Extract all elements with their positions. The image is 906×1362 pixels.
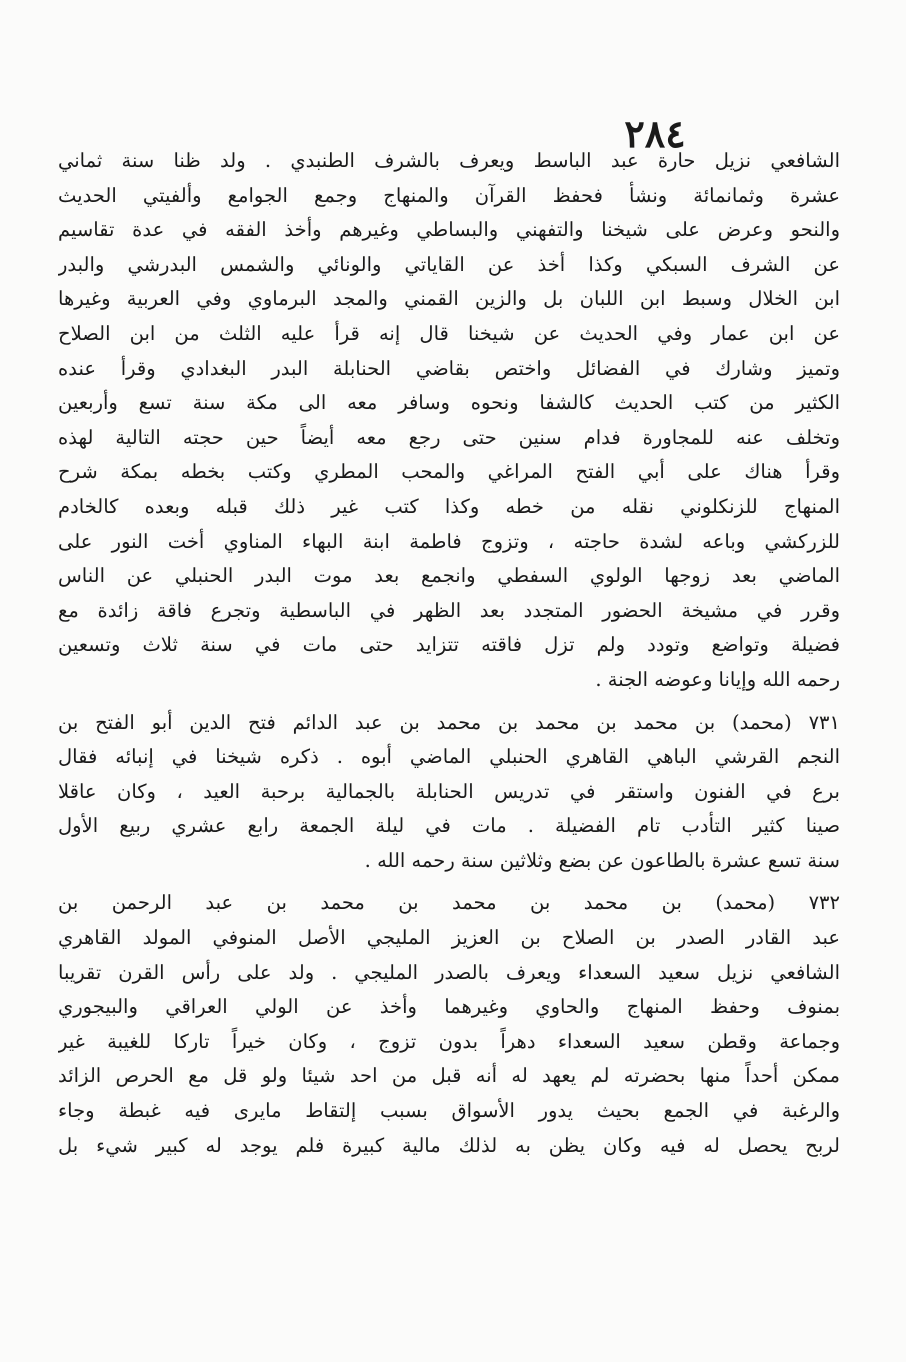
text-line: وتخلف عنه للمجاورة فدام سنين حتى رجع معه أيضاً حين حجته التالية لهذه: [58, 425, 840, 449]
text-line: ٧٣١ (محمد) بن محمد بن محمد بن محمد بن عبد الدائم فتح الدين أبو الفتح بن: [58, 710, 840, 734]
text-line: النجم القرشي الباهي القاهري الحنبلي الماضي أبوه . ذكره شيخنا في إنبائه فقال: [58, 745, 840, 769]
text-line: عشرة وثمانمائة ونشأ فحفظ القرآن والمنهاج وجمع الجوامع وألفيتي الحديث: [58, 183, 840, 207]
text-line: سنة تسع عشرة بالطاعون عن بضع وثلاثين سنة رحمه الله .: [364, 848, 840, 872]
text-line: المنهاج للزنكلوني نقله من خطه وكذا كتب غير ذلك قبله وبعده كالخادم: [58, 494, 840, 518]
text-line: عبد القادر الصدر بن الصلاح بن العزيز المليجي الأصل المنوفي المولد القاهري: [58, 926, 840, 950]
paragraph-continuation: [58, 144, 840, 698]
text-line: وقرر في مشيخة الحضور المتجدد بعد الظهر في الباسطية وتجرع فاقة زائدة مع: [58, 598, 840, 622]
page-number: ٢٨٤: [624, 111, 686, 156]
paragraph-gap: [58, 878, 840, 886]
text-line: عن ابن عمار وفي الحديث عن شيخنا قال إنه قرأ عليه الثلث من ابن الصلاح: [58, 321, 840, 345]
text-line: الشافعي نزيل سعيد السعداء ويعرف بالصدر المليجي . ولد على رأس القرن تقريبا: [58, 960, 840, 984]
text-line: صينا كثير التأدب تام الفضيلة . مات في ليلة الجمعة رابع عشري ربيع الأول: [58, 814, 840, 838]
text-line: وجماعة وقطن سعيد السعداء دهراً بدون تزوج ، وكان خيراً تاركا للغيبة غير: [58, 1029, 840, 1053]
paragraph-gap: [58, 698, 840, 706]
text-line: عن الشرف السبكي وكذا أخذ عن القاياتي والونائي والشمس البدرشي والبدر: [58, 252, 840, 276]
text-line: للزركشي وباعه لشدة حاجته ، وتزوج فاطمة ابنة البهاء المناوي أخت النور على: [58, 529, 840, 553]
text-line: ممكن أحداً منها بحضرته لم يعهد له أنه قبل من احد شيئا ولو قل مع الحرص الزائد: [58, 1064, 840, 1088]
text-line: وقرأ هناك على أبي الفتح المراغي والمحب المطري وكتب بخطه بمكة شرح: [58, 460, 840, 484]
text-line: برع في الفنون واستقر في تدريس الحنابلة بالجمالية برحبة العيد ، وكان عاقلا: [58, 779, 840, 803]
text-line: ٧٣٢ (محمد) بن محمد بن محمد بن محمد بن عبد الرحمن بن: [58, 891, 840, 915]
text-line: الماضي بعد زوجها الولوي السفطي وانجمع بعد موت البدر الحنبلي عن الناس: [58, 564, 840, 588]
text-line: وتميز وشارك في الفضائل واختص بقاضي الحنابلة البدر البغدادي وقرأ عنده: [58, 356, 840, 380]
text-line: فضيلة وتواضع وتودد ولم تزل فاقته تتزايد حتى مات في سنة ثلاث وتسعين: [58, 633, 840, 657]
paragraph-entry-732: [58, 886, 840, 1163]
text-line: رحمه الله وإيانا وعوضه الجنة .: [595, 667, 840, 691]
text-line: بمنوف وحفظ المنهاج والحاوي وغيرهما وأخذ عن الولي العراقي والبيجوري: [58, 995, 840, 1019]
text-line: والنحو وعرض على شيخنا والتفهني والبساطي وغيرهم وأخذ الفقه في عدة تقاسيم: [58, 218, 840, 242]
text-line: ابن الخلال وسبط ابن اللبان بل والزين القمني والمجد البرماوي وفي العربية وغيرها: [58, 287, 840, 311]
text-line: الشافعي نزيل حارة عبد الباسط ويعرف بالشرف الطنبدي . ولد ظنا سنة ثماني: [58, 149, 840, 172]
text-line: لربح يحصل له فيه وكان يظن به لذلك مالية كبيرة فلم يوجد له كبير شيء بل: [58, 1133, 840, 1157]
text-line: والرغبة في الجمع بحيث يدور الأسواق بسبب إلتقاط مايرى فيه غبطة وجاء: [58, 1099, 840, 1123]
page-text: [58, 144, 840, 1163]
text-line: الكثير من كتب الحديث كالشفا ونحوه وسافر معه الى مكة سنة تسع وأربعين: [58, 391, 840, 415]
paragraph-entry-731: [58, 706, 840, 879]
